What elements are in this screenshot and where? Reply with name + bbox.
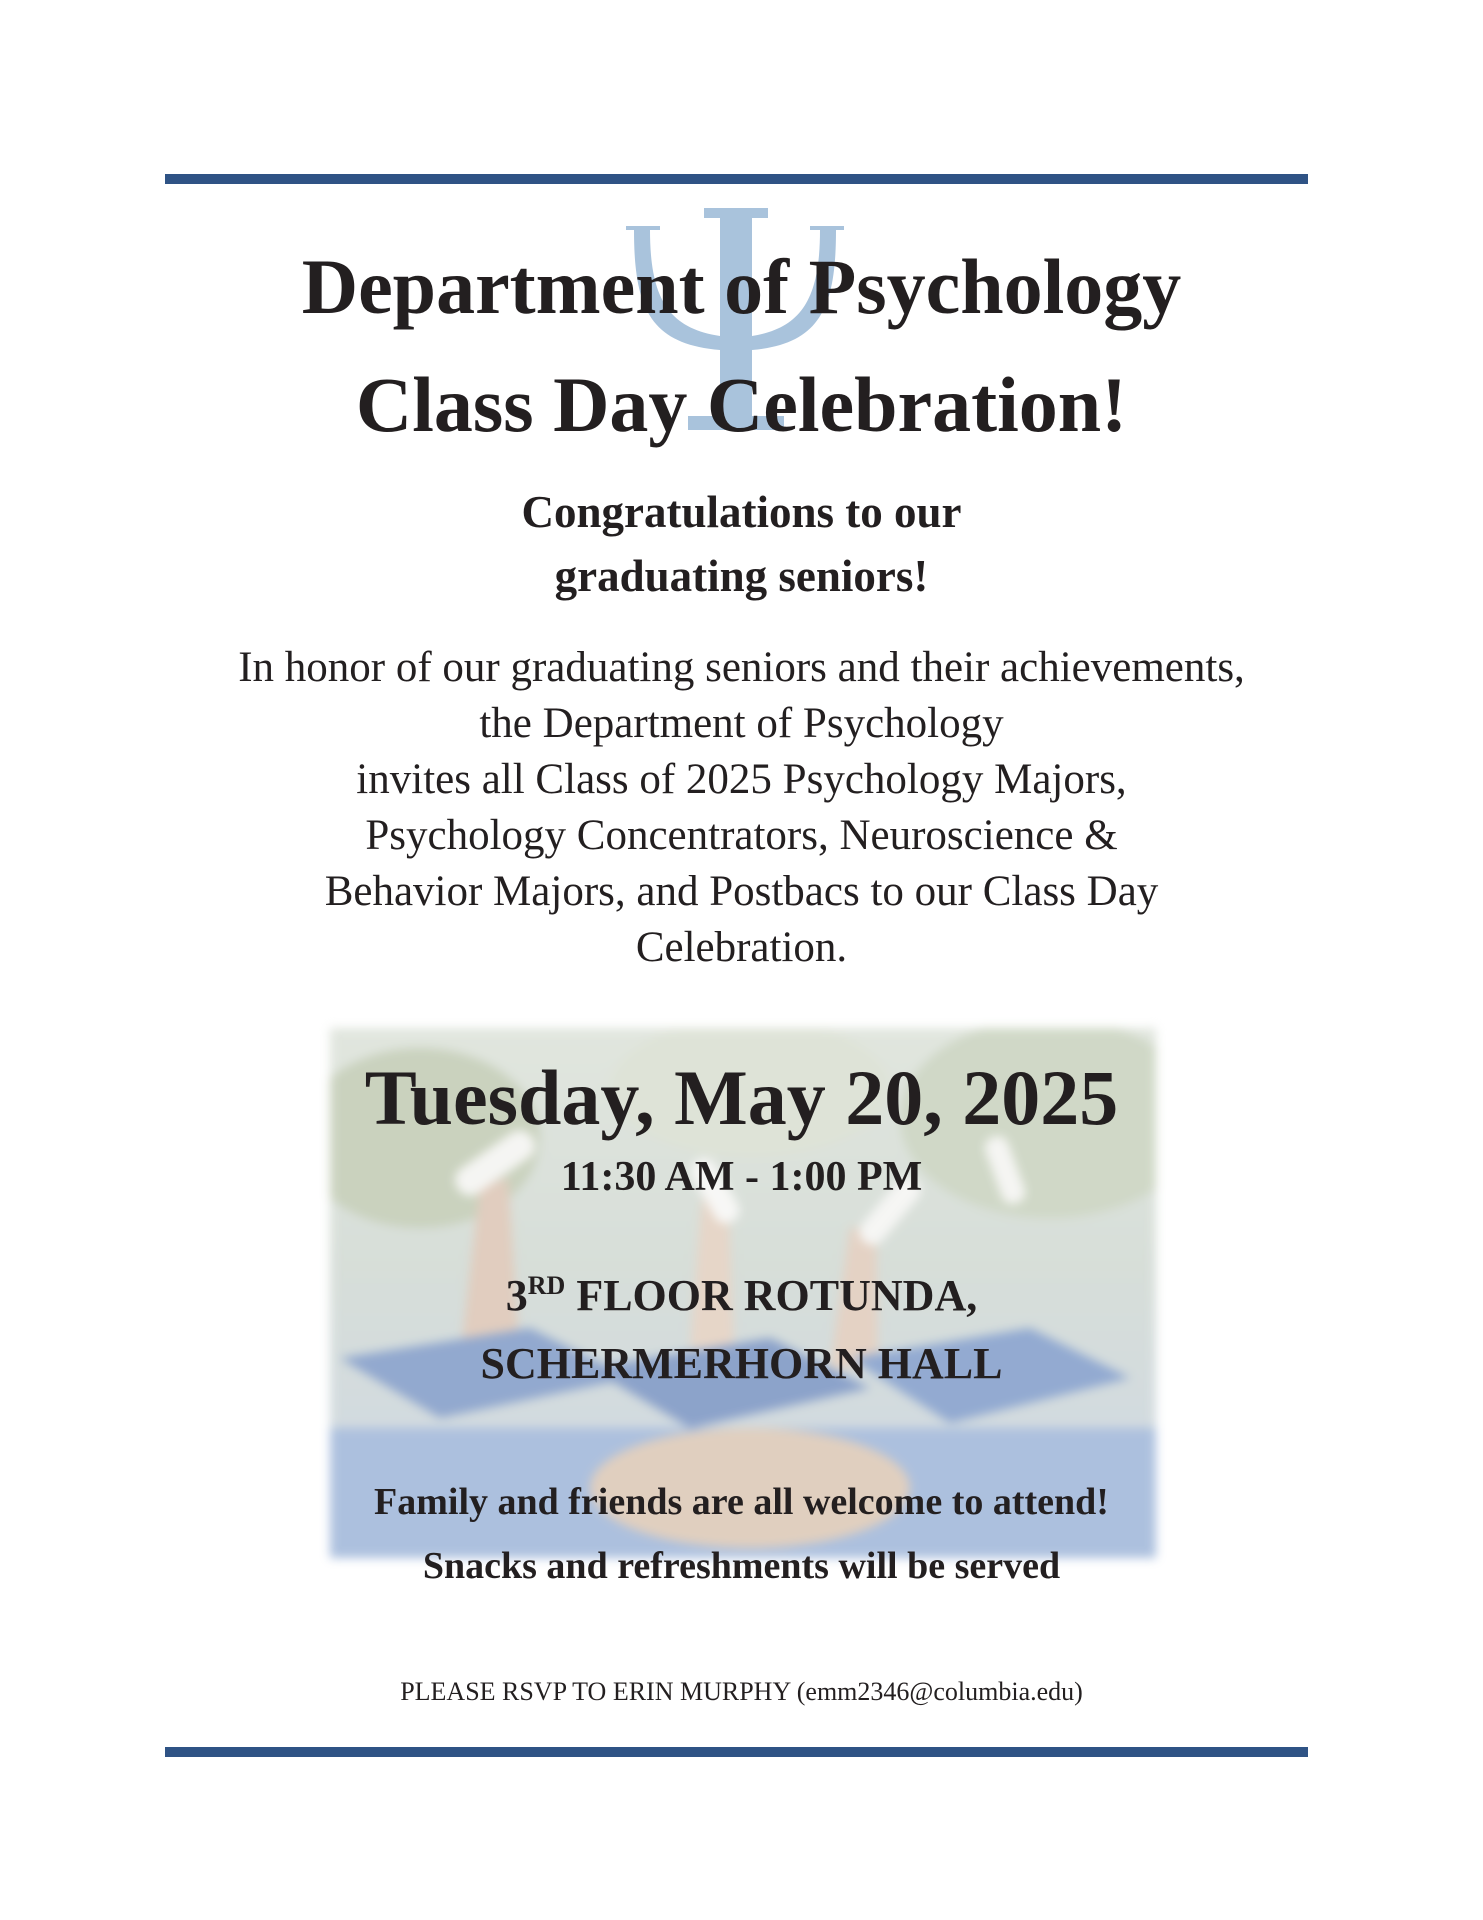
floor-rotunda-text: FLOOR ROTUNDA, — [565, 1271, 978, 1320]
floor-ordinal-suffix: RD — [527, 1271, 566, 1300]
location-line-1 — [0, 1262, 1483, 1330]
invitation-line: Psychology Concentrators, Neuroscience & — [365, 812, 1118, 859]
invitation-line: Celebration. — [635, 924, 848, 971]
title-line-department: Department of Psychology — [301, 243, 1182, 330]
floor-number: 3 — [505, 1271, 528, 1320]
invitation-paragraph — [0, 640, 1483, 976]
invitation-line: the Department of Psychology — [479, 700, 1004, 747]
event-notes — [0, 1470, 1483, 1598]
event-date: Tuesday, May 20, 2025 — [364, 1054, 1119, 1141]
rsvp-line: PLEASE RSVP TO ERIN MURPHY (emm2346@columbia.edu) — [400, 1677, 1083, 1706]
event-title — [0, 228, 1483, 464]
invitation-line: In honor of our graduating seniors and their achievements, — [238, 644, 1245, 691]
snacks-note: Snacks and refreshments will be served — [422, 1545, 1061, 1587]
invitation-line: invites all Class of 2025 Psychology Majors, — [356, 756, 1127, 803]
congrats-line-1: Congratulations to our — [521, 487, 962, 537]
event-time: 11:30 AM - 1:00 PM — [560, 1154, 923, 1200]
invitation-line: Behavior Majors, and Postbacs to our Class Day — [324, 868, 1159, 915]
congratulations-heading — [0, 480, 1483, 608]
title-line-celebration: Class Day Celebration! — [355, 361, 1128, 448]
congrats-line-2: graduating seniors! — [554, 551, 929, 601]
top-divider-rule — [165, 174, 1308, 184]
location-line-2: SCHERMERHORN HALL — [480, 1339, 1003, 1388]
welcome-note: Family and friends are all welcome to attend! — [374, 1481, 1109, 1523]
event-location — [0, 1262, 1483, 1398]
bottom-divider-rule — [165, 1747, 1308, 1757]
